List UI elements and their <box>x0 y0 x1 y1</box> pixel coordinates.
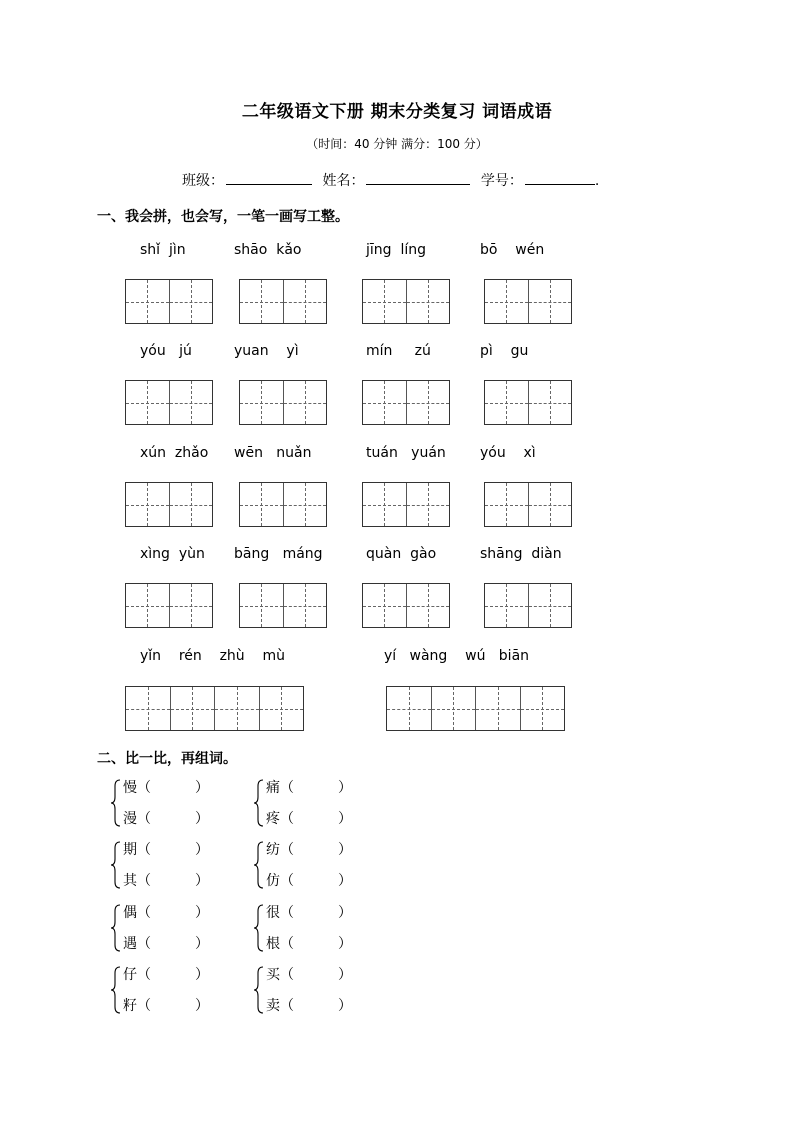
writing-grid-2char[interactable] <box>362 279 450 324</box>
paren-open: （ <box>280 842 294 858</box>
page-title: 二年级语文下册 期末分类复习 词语成语 <box>241 102 553 122</box>
paren-open: （ <box>137 873 151 889</box>
paren-close: ） <box>195 936 209 952</box>
page-subtitle: （时间：40 分钟 满分：100 分） <box>306 137 488 151</box>
pinyin-label: yóu jú <box>140 343 192 359</box>
writing-grid-2char[interactable] <box>484 482 572 527</box>
compare-char: 痛 <box>266 780 280 796</box>
writing-grid-2char[interactable] <box>484 279 572 324</box>
left-brace-icon <box>111 966 121 1014</box>
class-label: 班级： <box>182 173 224 189</box>
compare-word-item <box>123 933 209 953</box>
writing-grid-2char[interactable] <box>239 380 327 425</box>
pinyin-label: shāo kǎo <box>234 242 302 258</box>
paren-close: ） <box>338 936 352 952</box>
idiom-pinyin-label: yǐn rén zhù mù <box>140 648 285 664</box>
compare-word-item <box>266 870 352 890</box>
writing-cell[interactable] <box>528 584 572 627</box>
class-blank[interactable] <box>226 169 312 185</box>
writing-cell[interactable] <box>126 381 169 424</box>
compare-word-item <box>266 933 352 953</box>
writing-grid-2char[interactable] <box>362 583 450 628</box>
paren-open: （ <box>137 936 151 952</box>
writing-cell[interactable] <box>406 584 450 627</box>
writing-cell[interactable] <box>406 280 450 323</box>
left-brace-icon <box>111 904 121 952</box>
writing-cell[interactable] <box>169 584 213 627</box>
student-info-line <box>182 169 599 190</box>
compare-char: 卖 <box>266 998 280 1014</box>
compare-char: 仿 <box>266 873 280 889</box>
writing-cell[interactable] <box>169 280 213 323</box>
compare-word-item <box>266 995 352 1015</box>
writing-cell[interactable] <box>485 381 528 424</box>
writing-grid-2char[interactable] <box>125 380 213 425</box>
writing-cell[interactable] <box>528 280 572 323</box>
paren-open: （ <box>280 905 294 921</box>
pinyin-label: bō wén <box>480 242 545 258</box>
pinyin-label: shāng diàn <box>480 546 562 562</box>
compare-word-item <box>123 995 209 1015</box>
pinyin-label: xìng yùn <box>140 546 205 562</box>
writing-cell[interactable] <box>240 584 283 627</box>
writing-grid-2char[interactable] <box>484 583 572 628</box>
compare-char: 慢 <box>123 780 137 796</box>
writing-cell[interactable] <box>363 584 406 627</box>
writing-cell[interactable] <box>126 483 169 526</box>
writing-cell[interactable] <box>431 687 476 730</box>
writing-cell[interactable] <box>283 584 327 627</box>
writing-grid-2char[interactable] <box>362 380 450 425</box>
compare-word-item <box>266 964 352 984</box>
paren-open: （ <box>137 780 151 796</box>
compare-word-item <box>266 777 352 797</box>
paren-close: ） <box>338 905 352 921</box>
paren-close: ） <box>338 998 352 1014</box>
writing-cell[interactable] <box>170 687 215 730</box>
paren-open: （ <box>280 780 294 796</box>
pinyin-label: quàn gào <box>366 546 437 562</box>
paren-open: （ <box>280 811 294 827</box>
writing-cell[interactable] <box>240 483 283 526</box>
compare-char: 其 <box>123 873 137 889</box>
number-blank[interactable] <box>525 169 595 185</box>
paren-close: ） <box>195 873 209 889</box>
pinyin-label: pì gu <box>480 343 529 359</box>
compare-word-item <box>123 808 209 828</box>
paren-close: ） <box>338 811 352 827</box>
paren-close: ） <box>195 905 209 921</box>
pinyin-label: xún zhǎo <box>140 445 209 461</box>
compare-word-item <box>123 870 209 890</box>
writing-cell[interactable] <box>240 381 283 424</box>
paren-open: （ <box>280 967 294 983</box>
writing-cell[interactable] <box>520 687 565 730</box>
compare-char: 偶 <box>123 905 137 921</box>
paren-open: （ <box>137 967 151 983</box>
number-label: 学号： <box>480 173 523 189</box>
compare-char: 根 <box>266 936 280 952</box>
writing-grid-2char[interactable] <box>125 482 213 527</box>
writing-grid-2char[interactable] <box>125 583 213 628</box>
paren-close: ） <box>195 998 209 1014</box>
writing-cell[interactable] <box>259 687 304 730</box>
compare-char: 买 <box>266 967 280 983</box>
writing-grid-4char[interactable] <box>386 686 565 731</box>
writing-cell[interactable] <box>363 280 406 323</box>
compare-char: 疼 <box>266 811 280 827</box>
idiom-pinyin-label: yí wàng wú biān <box>384 648 530 664</box>
pinyin-label: mín zú <box>366 343 431 359</box>
writing-cell[interactable] <box>406 483 450 526</box>
compare-word-item <box>266 808 352 828</box>
writing-cell[interactable] <box>387 687 431 730</box>
writing-cell[interactable] <box>475 687 520 730</box>
writing-cell[interactable] <box>528 381 572 424</box>
section-1-heading: 一、我会拼，也会写，一笔一画写工整。 <box>97 209 349 225</box>
paren-close: ） <box>195 967 209 983</box>
pinyin-label: shǐ jìn <box>140 242 186 258</box>
compare-char: 纺 <box>266 842 280 858</box>
paren-open: （ <box>137 905 151 921</box>
end-mark: . <box>594 173 600 189</box>
pinyin-label: yuan yì <box>234 343 299 359</box>
pinyin-label: tuán yuán <box>366 445 446 461</box>
pinyin-label: bāng máng <box>234 546 323 562</box>
compare-char: 漫 <box>123 811 137 827</box>
paren-close: ） <box>195 780 209 796</box>
writing-cell[interactable] <box>283 280 327 323</box>
compare-char: 仔 <box>123 967 137 983</box>
writing-grid-2char[interactable] <box>239 279 327 324</box>
paren-close: ） <box>338 780 352 796</box>
compare-char: 期 <box>123 842 137 858</box>
writing-cell[interactable] <box>169 483 213 526</box>
paren-open: （ <box>137 998 151 1014</box>
writing-cell[interactable] <box>485 584 528 627</box>
writing-cell[interactable] <box>126 584 169 627</box>
name-blank[interactable] <box>366 169 470 185</box>
compare-word-item <box>123 902 209 922</box>
section-2-heading: 二、比一比，再组词。 <box>97 751 237 767</box>
compare-char: 很 <box>266 905 280 921</box>
left-brace-icon <box>254 779 264 827</box>
writing-grid-4char[interactable] <box>125 686 304 731</box>
writing-grid-2char[interactable] <box>239 482 327 527</box>
paren-open: （ <box>280 936 294 952</box>
left-brace-icon <box>254 841 264 889</box>
writing-cell[interactable] <box>485 483 528 526</box>
compare-word-item <box>266 839 352 859</box>
writing-grid-2char[interactable] <box>239 583 327 628</box>
writing-cell[interactable] <box>240 280 283 323</box>
paren-close: ） <box>338 842 352 858</box>
writing-cell[interactable] <box>283 483 327 526</box>
writing-cell[interactable] <box>363 381 406 424</box>
paren-open: （ <box>280 998 294 1014</box>
writing-grid-2char[interactable] <box>484 380 572 425</box>
name-label: 姓名： <box>322 173 365 189</box>
compare-char: 籽 <box>123 998 137 1014</box>
compare-word-item <box>266 902 352 922</box>
left-brace-icon <box>254 904 264 952</box>
writing-grid-2char[interactable] <box>125 279 213 324</box>
paren-close: ） <box>195 811 209 827</box>
compare-word-item <box>123 964 209 984</box>
left-brace-icon <box>254 966 264 1014</box>
pinyin-label: wēn nuǎn <box>234 445 312 461</box>
writing-cell[interactable] <box>485 280 528 323</box>
writing-cell[interactable] <box>528 483 572 526</box>
paren-open: （ <box>137 811 151 827</box>
writing-cell[interactable] <box>126 687 170 730</box>
pinyin-label: yóu xì <box>480 445 536 461</box>
paren-close: ） <box>338 967 352 983</box>
left-brace-icon <box>111 841 121 889</box>
writing-cell[interactable] <box>169 381 213 424</box>
writing-grid-2char[interactable] <box>362 482 450 527</box>
pinyin-label: jīng líng <box>366 242 426 258</box>
paren-close: ） <box>195 842 209 858</box>
writing-cell[interactable] <box>214 687 259 730</box>
writing-cell[interactable] <box>283 381 327 424</box>
writing-cell[interactable] <box>406 381 450 424</box>
compare-word-item <box>123 777 209 797</box>
left-brace-icon <box>111 779 121 827</box>
compare-word-item <box>123 839 209 859</box>
paren-close: ） <box>338 873 352 889</box>
writing-cell[interactable] <box>363 483 406 526</box>
paren-open: （ <box>280 873 294 889</box>
paren-open: （ <box>137 842 151 858</box>
writing-cell[interactable] <box>126 280 169 323</box>
compare-char: 遇 <box>123 936 137 952</box>
